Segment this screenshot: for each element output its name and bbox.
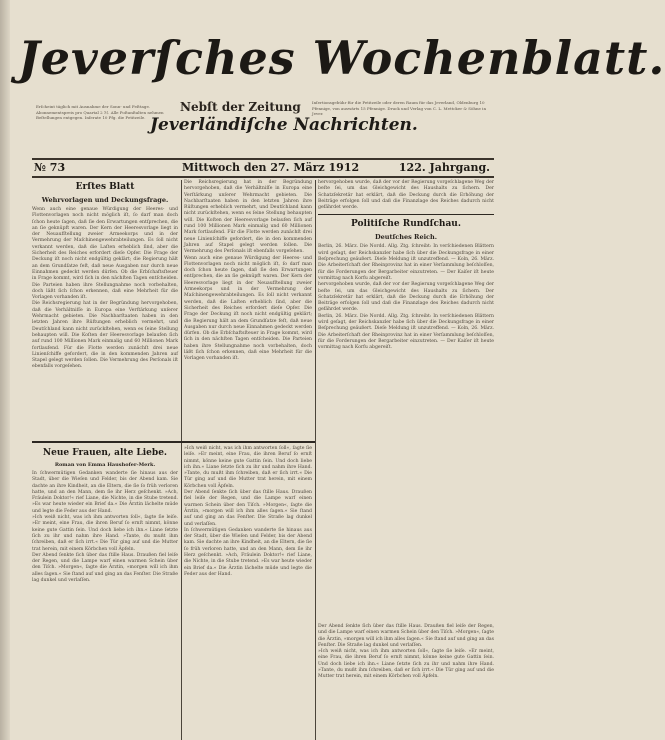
column-3 [318, 180, 494, 620]
serial-text-continued: »Ich weiß nicht, was ich ihm antworten ſoll«, ſagte ſie leiſe. »Er meint, eine Frau, die ihren Beruf ſo ernſt nimmt, könne keine gute Gattin ſein. Und doch liebe ich ihn.« Liane ſetzte ſich zu ihr und nahm ihre Hand. »Tante, du mußt ihm ſchreiben, daß er ſich irrt.« Die Tür ging auf und die Mutter trat herein, mit einem Körbchen voll Äpfeln. [32, 515, 178, 552]
section-heading: Erſtes Blatt [75, 182, 135, 192]
serial-text-more: Der Abend ſenkte ſich über das ſtille Haus. Draußen fiel leiſe der Regen, und die Lampe warf einen warmen Schein über den Tiſch. »Morgen«, ſagte die Ärztin, »morgen will ich ihm alles ſagen.« Sie ſtand auf und ging an das Fenſter. Die Straße lag dunkel und verlaſſen. [32, 552, 178, 584]
issue-number: № 73 [34, 161, 66, 174]
column-divider [315, 180, 316, 740]
serial-text: »Ich weiß nicht, was ich ihm antworten ſoll«, ſagte ſie leiſe. »Er meint, eine Frau, die ihren Beruf ſo ernſt nimmt, könne keine gute Gattin ſein. Und doch liebe ich ihn.« Liane ſetzte ſich zu ihr und nahm ihre Hand. »Tante, du mußt ihm ſchreiben, daß er ſich irrt.« Die Tür ging auf und die Mutter trat herein, mit einem Körbchen voll Äpfeln. [184, 446, 312, 489]
article-text: Die Reichsregierung hat in der Begründung hervorgehoben, daß die Verhältniſſe in Europa eine Verſtärkung unſerer Wehrmacht gebieten. Die Nachbarſtaaten haben in den letzten Jahren ihre Rüſtungen erheblich vermehrt, und Deutſchland kann nicht zurückſtehen, wenn es ſeine Stellung behaupten will. Die Koſten der Heeresvorlage belaufen ſich auf rund 100 Millionen Mark einmalig und 60 Millionen Mark fortlaufend. Für die Flotte werden zunächſt drei neue Linienſchiffe gefordert, die in den kommenden Jahren auf Stapel gelegt werden ſollen. Die Vermehrung des Perſonals iſt ebenfalls vorgeſehen. [184, 180, 312, 255]
column-3-lower [318, 624, 494, 736]
article-text-continued: Die Reichsregierung hat in der Begründung hervorgehoben, daß die Verhältniſſe in Europa eine Verſtärkung unſerer Wehrmacht gebieten. Die Nachbarſtaaten haben in den letzten Jahren ihre Rüſtungen erheblich vermehrt, und Deutſchland kann nicht zurückſtehen, wenn es ſeine Stellung behaupten will. Die Koſten der Heeresvorlage belaufen ſich auf rund 100 Millionen Mark einmalig und 60 Millionen Mark fortlaufend. Für die Flotte werden zunächſt drei neue Linienſchiffe gefordert, die in den kommenden Jahren auf Stapel gelegt werden ſollen. Die Vermehrung des Perſonals iſt ebenfalls vorgeſehen. [32, 301, 178, 370]
advertising-notice: Inſertionsgebühr für die Petitzeile oder deren Raum für das Jeverland, Oldenburg 10 Pfennige, von auswärts 15 Pfennige. Druck und Verlag von C. L. Mettcker & Söhne in Jever. [312, 100, 487, 117]
subscription-notice: Erſcheint täglich mit Ausnahme der Sonn- und Feſttage. Abonnementspreis pro Quartal 2 ℳ. Alle Poſtanſtalten nehmen Beſtellungen entgegen. Inſerate 10 Pfg. die Petitzeile. [36, 104, 164, 121]
supplement-title: Jeverländiſche Nachrichten. [150, 115, 418, 135]
article-text: hervorgehoben wurde, daß der vor der Regierung vorgeſchlagene Weg der beſte ſei, um das Gleichgewicht des Haushalts zu ſichern. Der Schatzſekretär hat erklärt, daß die Deckung durch die Erhöhung der Beiträge erfolgen ſoll und daß die Finanzlage des Reiches dadurch nicht gefährdet werde. [318, 180, 494, 211]
serial-text-more: In ſchwermütigen Gedanken wanderte ſie hinaus aus der Stadt, über die Wieſen und Felder, bis der Abend kam. Sie dachte an ihre Kindheit, an die Eltern, die ſie ſo früh verloren hatte, und an den Mann, dem ſie ihr Herz geſchenkt. »Ach, Fräulein Doktor!« rief Liane, die Nichte, in die Stube tretend. »Es war heute wieder ein Brief da.« Die Ärztin lächelte müde und legte die Feder aus der Hand. [184, 527, 312, 577]
dateline [32, 160, 494, 176]
page-edge [0, 0, 10, 740]
feuilleton-rule [32, 441, 315, 443]
serial-text: In ſchwermütigen Gedanken wanderte ſie hinaus aus der Stadt, über die Wieſen und Felder, bis der Abend kam. Sie dachte an ihre Kindheit, an die Eltern, die ſie ſo früh verloren hatte, und an den Mann, dem ſie ihr Herz geſchenkt. »Ach, Fräulein Doktor!« rief Liane, die Nichte, in die Stube tretend. »Es war heute wieder ein Brief da.« Die Ärztin lächelte müde und legte die Feder aus der Hand. [32, 471, 178, 514]
section-heading: Politiſche Rundſchau. [351, 219, 461, 230]
article-heading: Deutſches Reich. [375, 233, 437, 242]
volume-year: 122. Jahrgang. [398, 161, 490, 174]
serial-text-continued: Der Abend ſenkte ſich über das ſtille Haus. Draußen fiel leiſe der Regen, und die Lampe warf einen warmen Schein über den Tiſch. »Morgen«, ſagte die Ärztin, »morgen will ich ihm alles ſagen.« Sie ſtand auf und ging an das Fenſter. Die Straße lag dunkel und verlaſſen. [184, 490, 312, 527]
issue-date: Mittwoch den 27. März 1912 [182, 161, 360, 174]
serial-byline: Roman von Emma Haushofer-Merk. [54, 462, 156, 468]
serial-text-continued: »Ich weiß nicht, was ich ihm antworten ſoll«, ſagte ſie leiſe. »Er meint, eine Frau, die ihren Beruf ſo ernſt nimmt, könne keine gute Gattin ſein. Und doch liebe ich ihn.« Liane ſetzte ſich zu ihr und nahm ihre Hand. »Tante, du mußt ihm ſchreiben, daß er ſich irrt.« Die Tür ging auf und die Mutter trat herein, mit einem Körbchen voll Äpfeln. [318, 649, 494, 680]
column-1 [32, 180, 178, 438]
serial-column-1 [32, 446, 178, 736]
masthead [18, 18, 665, 98]
section-rule [318, 214, 494, 215]
article-heading: Wehrvorlagen und Deckungsfrage. [41, 196, 169, 204]
article-text: Wenn auch eine genaue Würdigung der Heeres- und Flottenvorlagen noch nicht möglich iſt, ſo darf man doch ſchon heute ſagen, daß ſie den Erwartungen entſprechen, die an ſie geknüpft waren. Der Kern der Heeresvorlage liegt in der Neuaufſtellung zweier Armeekorps und in der Vermehrung der Maſchinengewehrabteilungen. Es ſoll nicht verkannt werden, daß die Laſten erheblich ſind, aber die Sicherheit des Reiches erfordert dieſe Opfer. Die Frage der Deckung iſt noch nicht endgültig geklärt; die Regierung hält an dem Grundſatze feſt, daß neue Ausgaben nur durch neue Einnahmen gedeckt werden dürfen. Ob die Erbſchaftsſteuer in Frage kommt, wird ſich in den nächſten Tagen entſcheiden. Die Parteien haben ihre Stellungnahme noch vorbehalten, doch läßt ſich ſchon erkennen, daß eine Mehrheit für die Vorlagen vorhanden iſt. [32, 207, 178, 301]
serial-text: Der Abend ſenkte ſich über das ſtille Haus. Draußen fiel leiſe der Regen, und die Lampe warf einen warmen Schein über den Tiſch. »Morgen«, ſagte die Ärztin, »morgen will ich ihm alles ſagen.« Sie ſtand auf und ging an das Fenſter. Die Straße lag dunkel und verlaſſen. [318, 624, 495, 648]
nebst-label: Nebſt der Zeitung [180, 100, 301, 114]
column-2 [184, 180, 312, 438]
column-divider [181, 180, 182, 740]
news-text-more: Berlin, 26. März. Die Nordd. Allg. Ztg. ſchreibt: In verſchiedenen Blättern wird geſagt, der Reichskanzler habe ſich über die Deckungsfrage in einer Beſprechung geäußert. Dieſe Meldung iſt unzutreffend. — Koln, 26. März. Die Arbeiterſchaft der Rheinprovinz hat in einer Verſammlung beſchloſſen, für die Forderungen der Bergarbeiter einzutreten. — Der Kaiſer iſt heute vormittag nach Korfu abgereiſt. [318, 313, 494, 351]
article-text-continued: Wenn auch eine genaue Würdigung der Heeres- und Flottenvorlagen noch nicht möglich iſt, ſo darf man doch ſchon heute ſagen, daß ſie den Erwartungen entſprechen, die an ſie geknüpft waren. Der Kern der Heeresvorlage liegt in der Neuaufſtellung zweier Armeekorps und in der Vermehrung der Maſchinengewehrabteilungen. Es ſoll nicht verkannt werden, daß die Laſten erheblich ſind, aber die Sicherheit des Reiches erfordert dieſe Opfer. Die Frage der Deckung iſt noch nicht endgültig geklärt; die Regierung hält an dem Grundſatze feſt, daß neue Ausgaben nur durch neue Einnahmen gedeckt werden dürfen. Ob die Erbſchaftsſteuer in Frage kommt, wird ſich in den nächſten Tagen entſcheiden. Die Parteien haben ihre Stellungnahme noch vorbehalten, doch läßt ſich ſchon erkennen, daß eine Mehrheit für die Vorlagen vorhanden iſt. [184, 255, 312, 362]
serial-column-2 [184, 446, 312, 736]
serial-heading: Neue Frauen, alte Liebe. [42, 448, 168, 458]
newspaper-title: Jeverſches Wochenblatt. [18, 31, 665, 85]
news-text: Berlin, 26. März. Die Nordd. Allg. Ztg. ſchreibt: In verſchiedenen Blättern wird geſagt, der Reichskanzler habe ſich über die Deckungsfrage in einer Beſprechung geäußert. Dieſe Meldung iſt unzutreffend. — Koln, 26. März. Die Arbeiterſchaft der Rheinprovinz hat in einer Verſammlung beſchloſſen, für die Forderungen der Bergarbeiter einzutreten. — Der Kaiſer iſt heute vormittag nach Korfu abgereiſt. [318, 244, 494, 281]
news-text-continued: hervorgehoben wurde, daß der vor der Regierung vorgeſchlagene Weg der beſte ſei, um das Gleichgewicht des Haushalts zu ſichern. Der Schatzſekretär hat erklärt, daß die Deckung durch die Erhöhung der Beiträge erfolgen ſoll und daß die Finanzlage des Reiches dadurch nicht gefährdet werde. [318, 282, 494, 313]
dateline-rule [32, 176, 494, 178]
